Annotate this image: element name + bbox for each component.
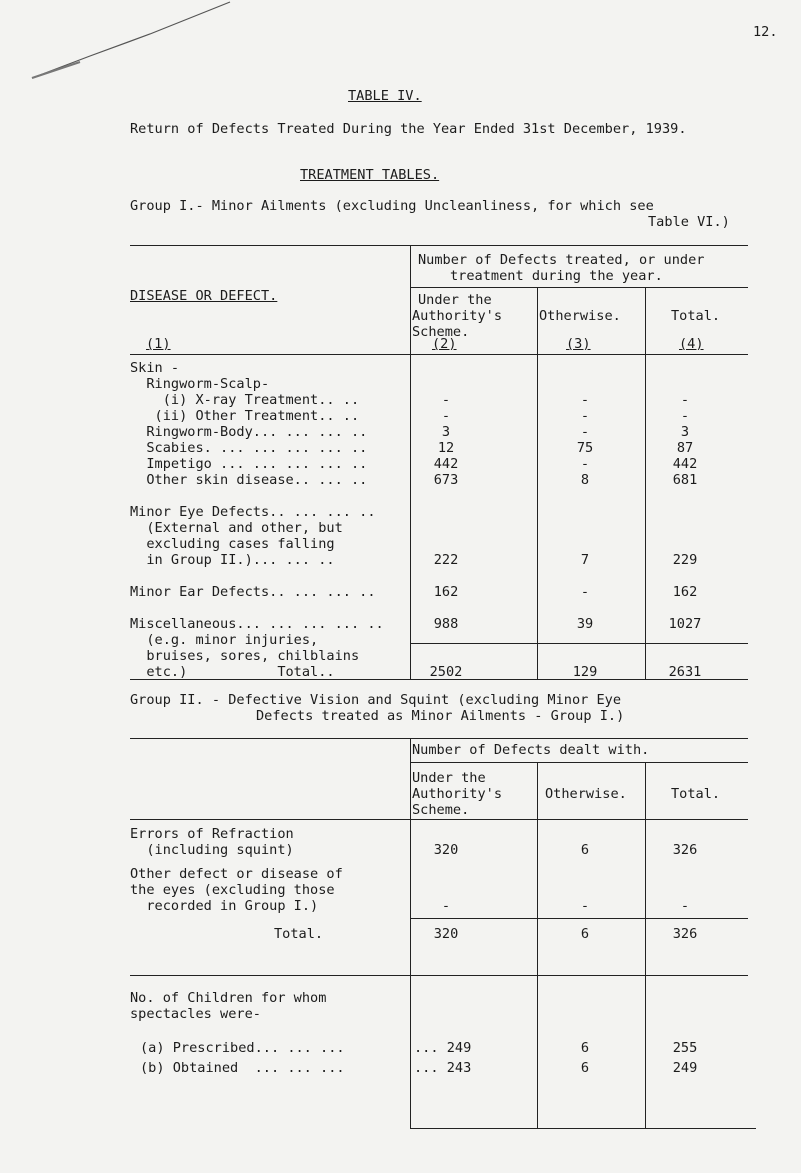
group1-col4-number: (4) [679,336,704,352]
table-cell-authority: 673 [433,472,459,488]
table-row-label: Skin - [130,360,180,376]
table-cell-authority: 988 [433,616,459,632]
group1-col2-number: (2) [432,336,457,352]
table-cell-authority: ... 249 [414,1040,472,1056]
table-cell-authority: 3 [441,424,451,440]
table-row-label: (including squint) [130,842,294,858]
table-cell-otherwise: - [580,408,590,424]
table-cell-total: 681 [672,472,698,488]
table-row-label: Errors of Refraction [130,826,294,842]
table-cell-authority: - [441,392,451,408]
table-row-label: (a) Prescribed... ... ... [140,1040,345,1056]
table-cell-authority: - [441,408,451,424]
table-cell-authority: - [441,898,451,914]
group1-heading-line2: Table VI.) [648,214,730,230]
table-cell-total: 229 [672,552,698,568]
group1-span-header-line1: Number of Defects treated, or under [418,252,705,268]
table-row-label: bruises, sores, chilblains [130,648,360,664]
table-row-label: recorded in Group I.) [130,898,319,914]
table-cell-otherwise: 129 [572,664,598,680]
table-row-label: (e.g. minor injuries, [130,632,319,648]
table-cell-total: 2631 [668,664,702,680]
table-subtitle: Return of Defects Treated During the Year Ended 31st December, 1939. [130,121,687,137]
table-cell-total: 1027 [668,616,702,632]
table-row-label: Ringworm-Scalp- [130,376,270,392]
table-cell-total: 255 [672,1040,698,1056]
table-cell-otherwise: - [580,424,590,440]
table-cell-authority: 12 [437,440,455,456]
group1-col2-header-line1: Under the [418,292,492,308]
group1-col3-header: Otherwise. [539,308,621,324]
group1-heading-line1: Group I.- Minor Ailments (excluding Uncleanliness, for which see [130,198,654,214]
table-cell-otherwise: 75 [576,440,594,456]
spectacles-heading-line1: No. of Children for whom [130,990,327,1006]
group1-col2-header-line2: Authority's [412,308,503,324]
group1-col2-header-line3: Scheme. [412,324,470,340]
group2-col3-header: Otherwise. [545,786,627,802]
table-row-label: etc.) Total.. [130,664,335,680]
table-cell-authority: 2502 [429,664,463,680]
table-cell-otherwise: 6 [580,842,590,858]
table-row-label: Minor Ear Defects.. ... ... .. [130,584,376,600]
table-row-label: (External and other, but [130,520,343,536]
group2-col2-header-line1: Under the [412,770,486,786]
table-row-label: (i) X-ray Treatment.. .. [130,392,360,408]
table-cell-authority: 442 [433,456,459,472]
group2-heading-line1: Group II. - Defective Vision and Squint (excluding Minor Eye [130,692,622,708]
table-cell-otherwise: - [580,898,590,914]
table-cell-otherwise: 7 [580,552,590,568]
table-cell-total: 326 [672,926,698,942]
page-number: 12. [753,24,778,40]
group2-span-header: Number of Defects dealt with. [412,742,650,758]
group1-col1-number: (1) [146,336,171,352]
table-cell-otherwise: 6 [580,1040,590,1056]
table-cell-total: 326 [672,842,698,858]
spectacles-heading-line2: spectacles were- [130,1006,261,1022]
table-cell-authority: 320 [433,842,459,858]
table-cell-authority: 222 [433,552,459,568]
table-row-label: (ii) Other Treatment.. .. [130,408,360,424]
table-row-label: Ringworm-Body... ... ... .. [130,424,368,440]
table-cell-otherwise: - [580,584,590,600]
table-row-label: the eyes (excluding those [130,882,335,898]
scan-corner-mark [30,0,240,80]
table-cell-authority: 320 [433,926,459,942]
table-row-label: Impetigo ... ... ... ... .. [130,456,368,472]
group1-col4-header: Total. [671,308,721,324]
table-cell-total: - [680,392,690,408]
group1-col1-header: DISEASE OR DEFECT. [130,288,278,304]
table-cell-otherwise: 6 [580,1060,590,1076]
table-cell-total: 87 [676,440,694,456]
table-cell-authority: ... 243 [414,1060,472,1076]
table-cell-otherwise: 39 [576,616,594,632]
group1-span-header-line2: treatment during the year. [450,268,663,284]
table-cell-total: - [680,898,690,914]
section-heading: TREATMENT TABLES. [300,167,440,183]
table-row-label: Other defect or disease of [130,866,343,882]
table-title: TABLE IV. [348,88,422,104]
table-cell-total: 162 [672,584,698,600]
table-row-label: (b) Obtained ... ... ... [140,1060,345,1076]
table-cell-authority: 162 [433,584,459,600]
table-cell-otherwise: - [580,456,590,472]
table-cell-otherwise: 6 [580,926,590,942]
group1-col3-number: (3) [566,336,591,352]
group2-col2-header-line2: Authority's [412,786,503,802]
table-cell-otherwise: - [580,392,590,408]
group2-col2-header-line3: Scheme. [412,802,470,818]
table-row-label: Other skin disease.. ... .. [130,472,368,488]
group2-heading-line2: Defects treated as Minor Ailments - Group I.) [256,708,625,724]
table-cell-total: 442 [672,456,698,472]
table-cell-total: - [680,408,690,424]
table-cell-otherwise: 8 [580,472,590,488]
table-row-label: Minor Eye Defects.. ... ... .. [130,504,376,520]
table-row-label: Total. [274,926,324,942]
table-cell-total: 3 [680,424,690,440]
table-row-label: Scabies. ... ... ... ... .. [130,440,368,456]
table-row-label: excluding cases falling [130,536,335,552]
table-row-label: Miscellaneous... ... ... ... .. [130,616,384,632]
table-cell-total: 249 [672,1060,698,1076]
table-row-label: in Group II.)... ... .. [130,552,335,568]
group2-col4-header: Total. [671,786,721,802]
